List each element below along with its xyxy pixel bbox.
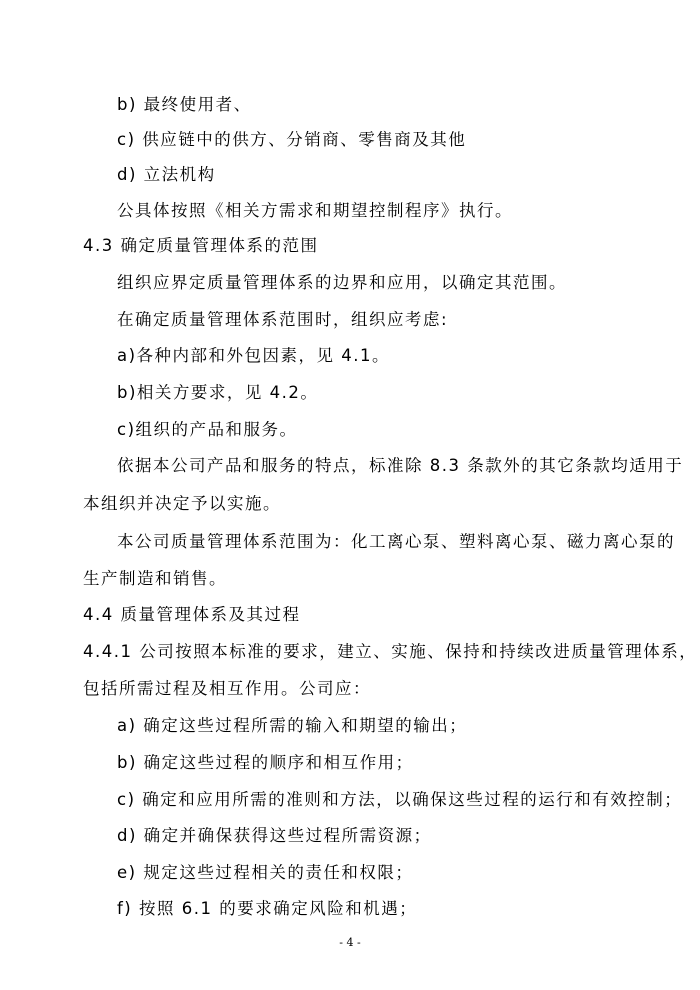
list-item-b-requirements: b)相关方要求，见 4.2。 [117, 383, 319, 402]
paragraph-scope-boundary: 组织应界定质量管理体系的边界和应用，以确定其范围。 [117, 273, 567, 292]
paragraph-company-scope: 本公司质量管理体系范围为：化工离心泵、塑料离心泵、磁力离心泵的 [117, 532, 675, 551]
paragraph-execution-note: 公具体按照《相关方需求和期望控制程序》执行。 [117, 201, 513, 220]
list-item-c-supply-chain: c) 供应链中的供方、分销商、零售商及其他 [117, 130, 467, 149]
list-item-e-responsibilities: e) 规定这些过程相关的责任和权限； [117, 863, 414, 882]
list-item-c-products: c)组织的产品和服务。 [117, 420, 298, 439]
list-item-a-inputs-outputs: a) 确定这些过程所需的输入和期望的输出； [117, 716, 468, 735]
list-item-d-legislature: d) 立法机构 [117, 165, 216, 184]
section-heading-4-4: 4.4 质量管理体系及其过程 [83, 605, 301, 624]
list-item-a-factors: a)各种内部和外包因素，见 4.1。 [117, 346, 391, 365]
paragraph-company-scope-cont: 生产制造和销售。 [83, 569, 227, 588]
page-number: - 4 - [339, 936, 361, 949]
paragraph-4-4-1: 4.4.1 公司按照本标准的要求，建立、实施、保持和持续改进质量管理体系， [83, 642, 698, 661]
paragraph-applicability: 依据本公司产品和服务的特点，标准除 8.3 条款外的其它条款均适用于 [117, 456, 684, 475]
list-item-b-end-users: b) 最终使用者、 [117, 95, 252, 114]
paragraph-scope-consider: 在确定质量管理体系范围时，组织应考虑: [117, 310, 449, 329]
list-item-f-risks: f) 按照 6.1 的要求确定风险和机遇； [117, 899, 418, 918]
paragraph-4-4-1-cont: 包括所需过程及相互作用。公司应： [83, 679, 371, 698]
list-item-b-sequence: b) 确定这些过程的顺序和相互作用； [117, 753, 414, 772]
paragraph-applicability-cont: 本组织并决定予以实施。 [83, 494, 281, 513]
section-heading-4-3: 4.3 确定质量管理体系的范围 [83, 236, 319, 255]
list-item-d-resources: d) 确定并确保获得这些过程所需资源； [117, 826, 432, 845]
list-item-c-criteria: c) 确定和应用所需的准则和方法，以确保这些过程的运行和有效控制； [117, 790, 683, 809]
